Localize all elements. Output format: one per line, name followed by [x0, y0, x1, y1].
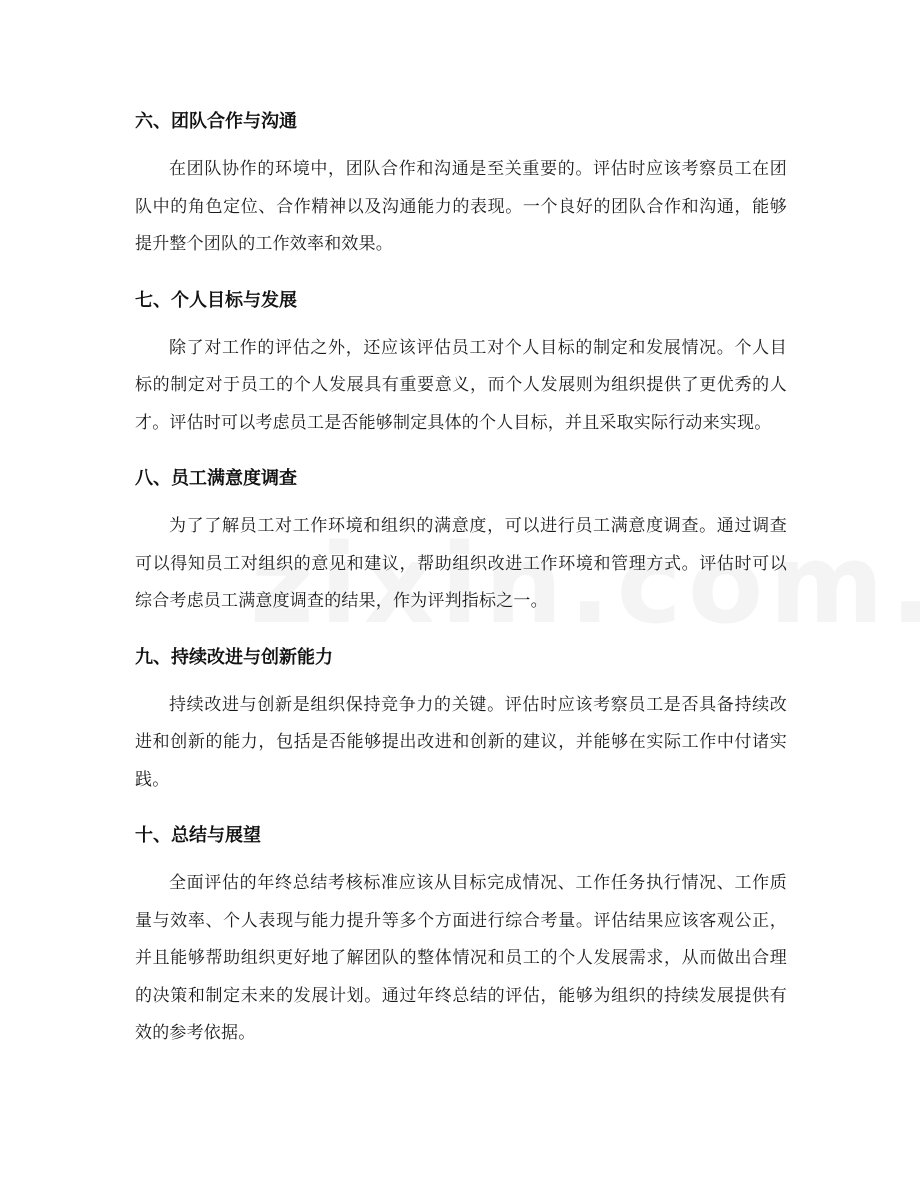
section-8	[135, 460, 787, 621]
section-body: 在团队协作的环境中，团队合作和沟通是至关重要的。评估时应该考察员工在团队中的角色定位、合作精神以及沟通能力的表现。一个良好的团队合作和沟通，能够提升整个团队的工作效率和效果。	[135, 159, 787, 254]
section-9	[135, 639, 787, 800]
section-title: 九、持续改进与创新能力	[135, 646, 333, 668]
document-page	[135, 103, 787, 1071]
section-body: 除了对工作的评估之外，还应该评估员工对个人目标的制定和发展情况。个人目标的制定对于员工的个人发展具有重要意义，而个人发展则为组织提供了更优秀的人才。评估时可以考虑员工是否能够制定具体的个人目标，并且采取实际行动来实现。	[135, 337, 787, 433]
section-10	[135, 817, 787, 1053]
section-title: 七、个人目标与发展	[135, 289, 297, 311]
section-title: 十、总结与展望	[135, 825, 261, 846]
section-title: 八、员工满意度调查	[135, 468, 297, 489]
section-title: 六、团队合作与沟通	[135, 111, 297, 132]
section-7	[135, 282, 787, 443]
section-6	[135, 103, 787, 264]
section-body: 持续改进与创新是组织保持竞争力的关键。评估时应该考察员工是否具备持续改进和创新的能力，包括是否能够提出改进和创新的建议，并能够在实际工作中付诸实践。	[135, 694, 787, 790]
section-body: 为了了解员工对工作环境和组织的满意度，可以进行员工满意度调查。通过调查可以得知员工对组织的意见和建议，帮助组织改进工作环境和管理方式。评估时可以综合考虑员工满意度调查的结果，作为评判指标之一。	[135, 516, 787, 611]
section-body: 全面评估的年终总结考核标准应该从目标完成情况、工作任务执行情况、工作质量与效率、个人表现与能力提升等多个方面进行综合考量。评估结果应该客观公正，并且能够帮助组织更好地了解团队的整体情况和员工的个人发展需求，从而做出合理的决策和制定未来的发展计划。通过年终总结的评估，能够为组织的持续发展提供有效的参考依据。	[135, 873, 787, 1043]
